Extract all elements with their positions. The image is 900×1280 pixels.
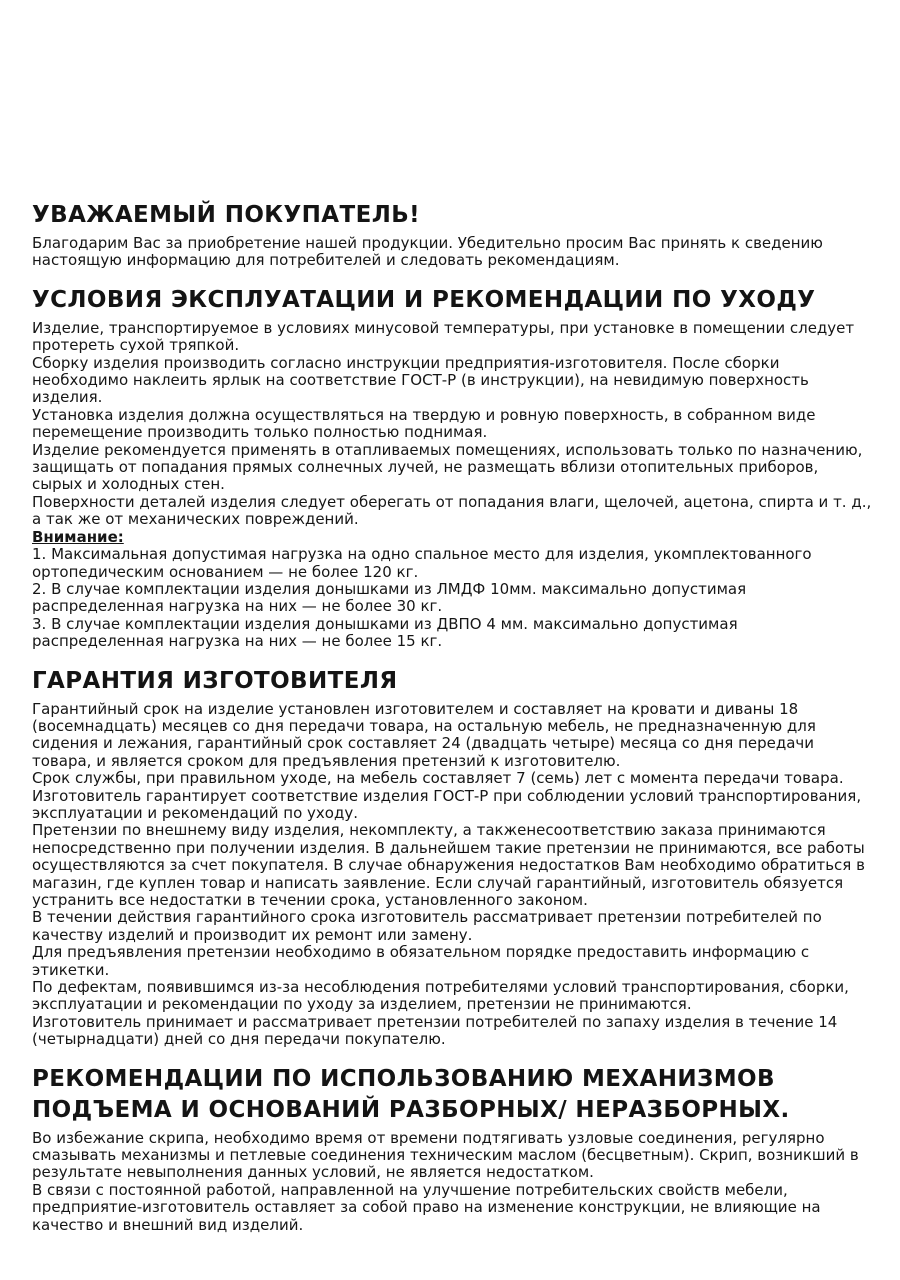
attention-item: 1. Максимальная допустимая нагрузка на одно спальное место для изделия, укомплектованного ортопедическим основанием — не более 120 кг. (32, 545, 812, 581)
paragraph: Изделие рекомендуется применять в отапливаемых помещениях, использовать только по назначению, защищать от попадания прямых солнечных лучей, не размещать вблизи отопительных приборов, сырых и холодных стен. (32, 440, 863, 494)
paragraph: Во избежание скрипа, необходимо время от времени подтягивать узловые соединения, регулярно смазывать механизмы и петлевые соединения техническим маслом (бесцветным). Скрип, возникший в результате невыполнения данных условий, не является недостатком. (32, 1128, 859, 1182)
attention-label: Внимание: (32, 527, 124, 546)
paragraph: Претензии по внешнему виду изделия, некомплекту, а такженесоответствию заказа принимаются непосредственно при получении изделия. В дальнейшем такие претензии не принимаются, все работы осуществляются за счет покупателя. В случае обнаружения недостатков Вам необходимо обратиться в магазин, где куплен товар и написать заявление. Если случай гарантийный, изготовитель обязуется устранить все недостатки в течении срока, установленного законом. (32, 821, 865, 909)
section-usage-conditions (32, 285, 872, 651)
paragraph: В течении действия гарантийного срока изготовитель рассматривает претензии потребителей по качеству изделий и производит их ремонт или замену. (32, 908, 822, 944)
section-heading-usage-conditions: УСЛОВИЯ ЭКСПЛУАТАЦИИ И РЕКОМЕНДАЦИИ ПО УХОДУ (32, 286, 816, 313)
paragraph: Гарантийный срок на изделие установлен изготовителем и составляет на кровати и диваны 18 (восемнадцать) месяцев со дня передачи товара, на остальную мебель, не предназначенную для сидения и лежания, гарантийный срок составляет 24 (двадцать четыре) месяца со дня передачи товара, и является сроком для предъявления претензий к изготовителю. (32, 699, 816, 770)
paragraph: Для предъявления претензии необходимо в обязательном порядке предоставить информацию с этикетки. (32, 943, 810, 979)
paragraph: Изделие, транспортируемое в условиях минусовой температуры, при установке в помещении следует протереть сухой тряпкой. (32, 318, 855, 355)
attention-item: 2. В случае комплектации изделия донышками из ЛМДФ 10мм. максимально допустимая распределенная нагрузка на них — не более 30 кг. (32, 579, 747, 616)
paragraph: Сборку изделия производить согласно инструкции предприятия-изготовителя. После сборки необходимо наклеить ярлык на соответствие ГОСТ-Р (в инструкции), на невидимую поверхность изделия. (32, 353, 809, 407)
section-dear-customer (32, 200, 872, 270)
section-heading-warranty: ГАРАНТИЯ ИЗГОТОВИТЕЛЯ (32, 667, 398, 694)
paragraph: По дефектам, появившимся из-за несоблюдения потребителями условий транспортирования, сборки, эксплуатации и рекомендации по уходу за изделием, претензии не принимаются. (32, 978, 849, 1014)
section-heading-lift-mechanisms: РЕКОМЕНДАЦИИ ПО ИСПОЛЬЗОВАНИЮ МЕХАНИЗМОВ ПОДЪЕМА И ОСНОВАНИЙ РАЗБОРНЫХ/ НЕРАЗБОРНЫХ. (32, 1065, 790, 1123)
paragraph: Поверхности деталей изделия следует оберегать от попадания влаги, щелочей, ацетона, спирта и т. д., а так же от механических повреждений. (32, 492, 872, 529)
section-lift-mechanisms (32, 1064, 872, 1234)
section-heading-dear-customer: УВАЖАЕМЫЙ ПОКУПАТЕЛЬ! (32, 202, 421, 228)
paragraph: Изготовитель принимает и рассматривает претензии потребителей по запаху изделия в течение 14 (четырнадцати) дней со дня передачи покупателю. (32, 1012, 838, 1049)
paragraph: В связи с постоянной работой, направленной на улучшение потребительских свойств мебели, предприятие-изготовитель оставляет за собой право на изменение конструкции, не влияющие на качество и внешний вид изделий. (32, 1180, 821, 1234)
paragraph: Благодарим Вас за приобретение нашей продукции. Убедительно просим Вас принять к сведению настоящую информацию для потребителей и следовать рекомендациям. (32, 234, 823, 270)
attention-item: 3. В случае комплектации изделия донышками из ДВПО 4 мм. максимально допустимая распределенная нагрузка на них — не более 15 кг. (32, 614, 738, 651)
document-content (32, 200, 872, 1234)
paragraph: Изготовитель гарантирует соответствие изделия ГОСТ-Р при соблюдении условий транспортирования, эксплуатации и рекомендаций по уходу. (32, 786, 862, 822)
paragraph: Установка изделия должна осуществляться на твердую и ровную поверхность, в собранном виде перемещение производить только полностью поднимая. (32, 405, 816, 442)
paragraph: Срок службы, при правильном уходе, на мебель составляет 7 (семь) лет с момента передачи товара. (32, 769, 844, 788)
section-warranty (32, 666, 872, 1049)
